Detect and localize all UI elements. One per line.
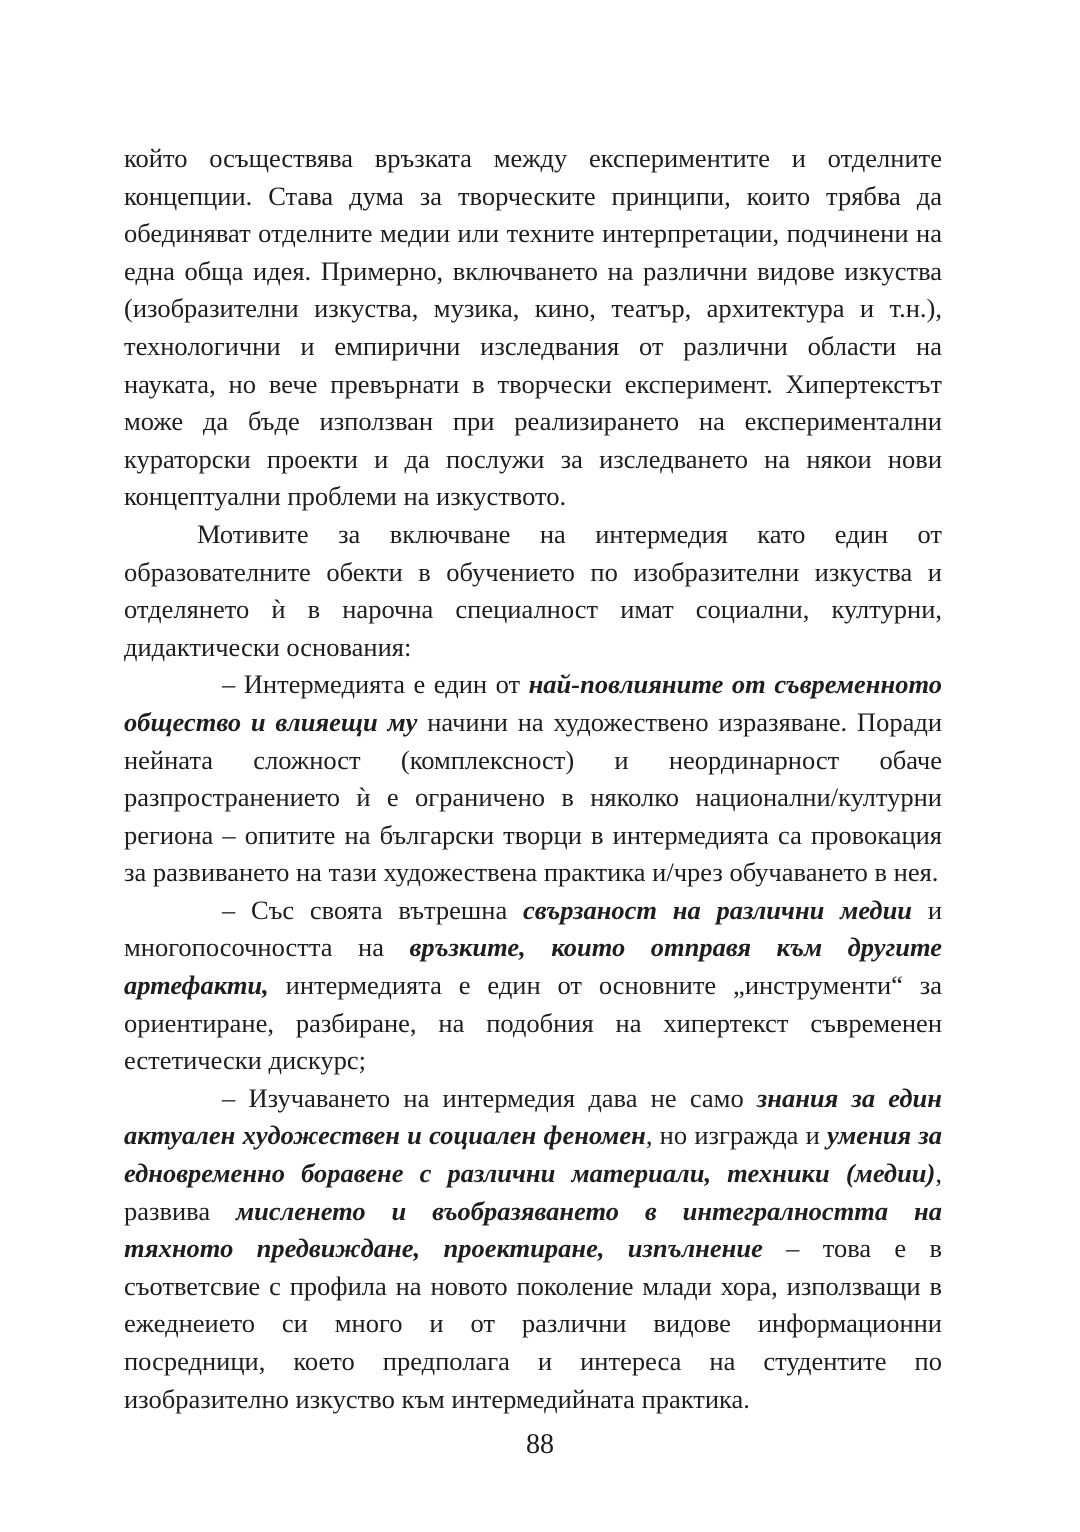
emphasis-run: свързаност на различни медии — [522, 894, 913, 925]
paragraph-point-1 — [124, 666, 942, 892]
emphasis-run: умения за едновременно боравене с различни материали, техники (медии) — [124, 1120, 942, 1189]
paragraph-continuation: който осъществява връзката между експериментите и отделните концепции. Става дума за творческите принципи, които трябва да обединяват отделните медии или техните интерпретации, подчинени на една обща идея. Примерно, включването на различни видове изкуства (изобразителни изкуства, музика, кино, театър, архитектура и т.н.), технологични и емпирични изследвания от различни области на науката, но вече превърнати в творчески експеримент. Хипертекстът може да бъде използван при реализирането на експериментални кураторски проекти и да послужи за изследването на някои нови концептуални проблеми на изкуството. — [124, 143, 942, 512]
emphasis-run: знания за един актуален художествен и социален феномен — [124, 1082, 942, 1151]
text-run: – Със своята вътрешна — [222, 894, 523, 925]
text-run: – Интермедията е един от — [222, 669, 529, 700]
text-run: , но изгражда и — [645, 1120, 828, 1151]
paragraph-motives: Мотивите за включване на интермедия като един от образователните обекти в обучението по изобразителни изкуства и отделянето ѝ в нарочна специалност имат социални, културни, дидактически основания: — [124, 518, 942, 662]
text-run: – Изучаването на интермедия дава не само — [222, 1082, 757, 1113]
paragraph-point-3 — [124, 1080, 942, 1418]
text-run: – това е в съответсвие с профила на новото поколение млади хора, използващи в ежеднеието си много и от различни видове информационни посредници, което предполага и интереса на студентите по изобразително изкуство към интермедийната практика. — [124, 1233, 942, 1414]
emphasis-run: най-повлияните от съвременното общество и влияещи му — [124, 669, 942, 737]
body-text — [124, 140, 942, 1418]
text-run: и многопосочността на — [124, 894, 942, 963]
emphasis-run: мисленето и въобразяването в интегралността на тяхното предвиждане, проектиране, изпълнение — [124, 1195, 942, 1264]
text-run: интермедията е един от основните „инструменти“ за ориентиране, разбиране, на подобния на хипертекст съвременен естетически дискурс; — [124, 970, 942, 1076]
page-number: 88 — [526, 1429, 554, 1460]
text-run: начини на художествено изразяване. Поради нейната сложност (комплексност) и неординарност обаче разпространението ѝ е ограничено в няколко национални/културни региона – опитите на български творци в интермедията са провокация за развиването на тази художествена практика и/чрез обучаването в нея. — [124, 706, 943, 888]
paragraph-point-2 — [124, 892, 942, 1080]
emphasis-run: връзките, които отправя към другите артефакти, — [124, 932, 942, 1001]
text-run: , развива — [124, 1158, 942, 1226]
